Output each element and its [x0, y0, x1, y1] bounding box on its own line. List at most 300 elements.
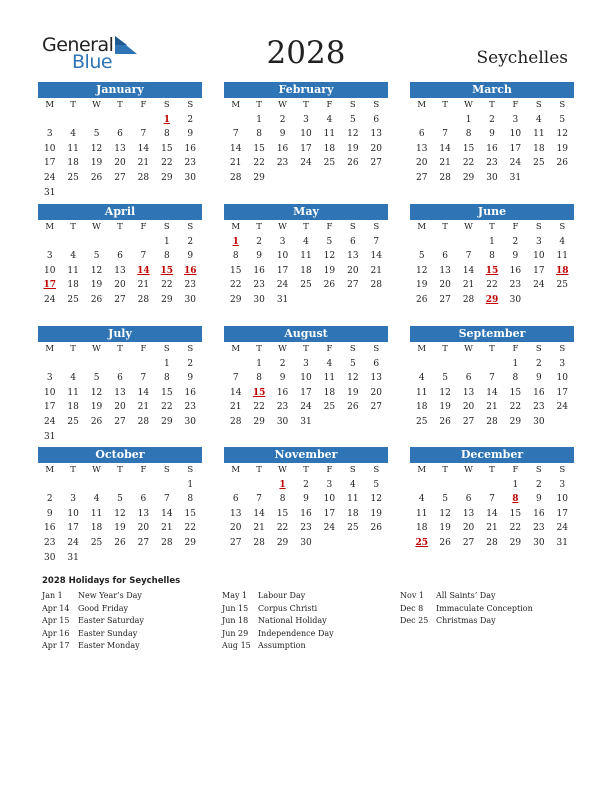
empty-day: [61, 478, 84, 493]
day: 21: [229, 158, 242, 169]
empty-day: [410, 357, 433, 372]
holiday-name: Good Friday: [78, 603, 129, 613]
day: 22: [462, 158, 475, 169]
holiday-date: Dec 8: [400, 603, 424, 613]
weekday-header: S: [349, 100, 356, 110]
day: 24: [43, 294, 56, 305]
day: 20: [347, 265, 359, 276]
weekday-header: S: [187, 465, 194, 475]
day: 12: [90, 143, 103, 154]
month-july: [38, 326, 202, 444]
holiday-name: Easter Monday: [78, 641, 140, 650]
day: 31: [67, 552, 79, 563]
day: 14: [161, 508, 173, 519]
day: 27: [439, 294, 451, 305]
day: 21: [439, 158, 451, 169]
weekday-header: S: [535, 222, 542, 232]
day: 11: [415, 387, 428, 398]
weekday-header: M: [417, 100, 427, 110]
holiday-item: [400, 604, 570, 617]
weekday-header: T: [442, 344, 448, 354]
empty-day: [155, 478, 178, 493]
holiday-item: [42, 641, 212, 654]
day: 12: [90, 387, 103, 398]
empty-day: [132, 235, 155, 250]
weekday-header: S: [163, 465, 170, 475]
holiday-date: Apr 14: [42, 603, 70, 613]
month-days-grid: [38, 463, 202, 565]
month-days-grid: [224, 342, 388, 430]
weekday-header: F: [326, 100, 333, 110]
month-title: December: [410, 447, 574, 463]
holiday-date: Apr 17: [42, 641, 70, 650]
day: 18: [90, 523, 103, 534]
day: 10: [276, 251, 289, 262]
day: 15: [184, 508, 196, 519]
day: 25: [347, 523, 359, 534]
day: 4: [93, 494, 100, 505]
day: 7: [140, 251, 147, 262]
day: 11: [323, 373, 336, 384]
day: 31: [300, 416, 312, 427]
day: 4: [70, 129, 76, 140]
day: 29: [184, 537, 196, 548]
day: 6: [465, 373, 472, 384]
day: 5: [442, 494, 448, 505]
empty-day: [38, 357, 61, 372]
day: 13: [114, 265, 126, 276]
day: 2: [535, 479, 542, 490]
weekday-header: T: [442, 100, 448, 110]
day: 6: [117, 129, 123, 140]
holiday-day: 15: [252, 387, 266, 398]
holiday-day: 17: [43, 280, 56, 291]
holiday-name: Immaculate Conception: [436, 603, 533, 613]
day: 28: [229, 416, 242, 427]
holiday-list-title: 2028 Holidays for Seychelles: [42, 576, 181, 586]
day: 3: [326, 479, 333, 490]
day: 2: [279, 114, 286, 125]
day: 2: [535, 358, 542, 369]
day: 26: [347, 402, 359, 413]
day: 8: [163, 129, 170, 140]
day: 18: [347, 508, 359, 519]
weekday-header: F: [512, 344, 519, 354]
month-june: [410, 204, 574, 308]
weekday-header: T: [303, 100, 309, 110]
day: 27: [114, 294, 126, 305]
day: 9: [187, 129, 194, 140]
empty-day: [132, 357, 155, 372]
holiday-day: 8: [512, 494, 519, 505]
day: 18: [300, 265, 312, 276]
day: 25: [323, 158, 336, 169]
holiday-item: [222, 604, 392, 617]
day: 31: [556, 537, 568, 548]
day: 14: [486, 387, 498, 398]
weekday-header: S: [559, 465, 566, 475]
day: 29: [509, 416, 522, 427]
holiday-day: 18: [555, 265, 569, 276]
day: 6: [117, 373, 123, 384]
holiday-name: Easter Sunday: [78, 628, 138, 638]
day: 16: [184, 387, 196, 398]
day: 28: [137, 294, 150, 305]
month-april: [38, 204, 202, 308]
day: 8: [256, 373, 262, 384]
holiday-item: [42, 591, 212, 604]
day: 23: [276, 158, 289, 169]
day: 13: [370, 373, 382, 384]
holiday-day: 25: [415, 537, 428, 548]
day: 24: [276, 280, 289, 291]
holiday-date: Jan 1: [42, 591, 63, 600]
day: 22: [509, 402, 522, 413]
day: 7: [489, 373, 495, 384]
empty-day: [433, 357, 456, 372]
day: 3: [279, 236, 286, 247]
empty-day: [457, 357, 480, 372]
holiday-date: Apr 16: [42, 628, 70, 638]
day: 6: [117, 251, 123, 262]
day: 25: [415, 416, 428, 427]
day: 10: [300, 129, 312, 140]
month-september: [410, 326, 574, 430]
month-days-grid: [224, 98, 388, 186]
weekday-header: S: [373, 222, 380, 232]
day: 21: [486, 402, 498, 413]
day: 31: [509, 172, 522, 183]
day: 6: [232, 494, 239, 505]
day: 4: [418, 494, 425, 505]
day: 6: [442, 251, 448, 262]
month-title: October: [38, 447, 202, 463]
day: 27: [229, 537, 242, 548]
day: 19: [415, 280, 428, 291]
holiday-day: 16: [183, 265, 197, 276]
empty-day: [108, 235, 131, 250]
day: 14: [137, 387, 150, 398]
day: 5: [326, 236, 333, 247]
day: 7: [256, 494, 262, 505]
empty-day: [38, 478, 61, 493]
day: 24: [43, 172, 56, 183]
day: 14: [253, 508, 265, 519]
day: 4: [326, 114, 333, 125]
weekday-header: T: [489, 344, 495, 354]
weekday-header: W: [464, 465, 473, 475]
day: 23: [253, 280, 265, 291]
day: 27: [114, 416, 126, 427]
day: 25: [300, 280, 312, 291]
weekday-header: T: [117, 100, 123, 110]
empty-day: [433, 478, 456, 493]
day: 27: [370, 402, 382, 413]
day: 17: [67, 523, 79, 534]
day: 21: [137, 280, 150, 291]
day: 12: [347, 129, 359, 140]
month-days-grid: [224, 463, 388, 551]
weekday-header: W: [464, 222, 473, 232]
holiday-day: 29: [485, 294, 499, 305]
day: 3: [46, 251, 53, 262]
day: 18: [67, 402, 79, 413]
day: 11: [67, 265, 79, 276]
day: 8: [512, 373, 519, 384]
holiday-name: Christmas Day: [436, 616, 496, 625]
day: 29: [161, 172, 173, 183]
weekday-header: S: [349, 465, 356, 475]
day: 1: [163, 358, 170, 369]
day: 1: [256, 114, 262, 125]
day: 9: [535, 494, 542, 505]
month-days-grid: [38, 342, 202, 444]
day: 8: [187, 494, 194, 505]
day: 10: [43, 265, 56, 276]
day: 8: [279, 494, 286, 505]
holiday-name: Assumption: [258, 641, 306, 650]
holiday-name: New Year’s Day: [78, 591, 142, 600]
weekday-header: S: [373, 100, 380, 110]
day: 15: [253, 143, 265, 154]
day: 20: [462, 402, 475, 413]
weekday-header: T: [303, 344, 309, 354]
month-title: September: [410, 326, 574, 342]
day: 19: [347, 143, 359, 154]
month-february: [224, 82, 388, 186]
month-december: [410, 447, 574, 551]
day: 17: [300, 143, 312, 154]
day: 12: [415, 265, 428, 276]
weekday-header: S: [163, 222, 170, 232]
weekday-header: W: [464, 100, 473, 110]
day: 25: [533, 158, 545, 169]
holiday-item: [42, 616, 212, 629]
weekday-header: T: [256, 465, 262, 475]
day: 17: [276, 265, 289, 276]
month-title: August: [224, 326, 388, 342]
day: 6: [418, 129, 425, 140]
day: 1: [163, 236, 170, 247]
day: 4: [303, 236, 309, 247]
weekday-header: M: [45, 222, 55, 232]
brand-name-blue: Blue: [72, 51, 113, 73]
holiday-name: Labour Day: [258, 591, 306, 600]
holiday-date: Jun 18: [222, 616, 249, 625]
day: 28: [486, 416, 498, 427]
empty-day: [480, 357, 503, 372]
day: 31: [43, 431, 56, 442]
day: 27: [370, 158, 382, 169]
day: 13: [114, 387, 126, 398]
weekday-header: S: [535, 344, 542, 354]
weekday-header: T: [70, 100, 76, 110]
day: 13: [415, 143, 428, 154]
day: 6: [373, 114, 380, 125]
day: 23: [184, 280, 196, 291]
holiday-name: Independence Day: [258, 628, 334, 638]
day: 12: [439, 508, 451, 519]
day: 23: [509, 280, 522, 291]
day: 5: [93, 251, 100, 262]
day: 18: [533, 143, 545, 154]
holiday-column: [400, 591, 570, 629]
day: 23: [300, 523, 312, 534]
day: 26: [90, 294, 103, 305]
day: 22: [229, 280, 242, 291]
empty-day: [108, 113, 131, 128]
day: 12: [90, 265, 103, 276]
day: 16: [533, 387, 545, 398]
day: 19: [90, 158, 103, 169]
day: 26: [90, 172, 103, 183]
weekday-header: F: [512, 222, 519, 232]
day: 3: [70, 494, 76, 505]
day: 7: [163, 494, 170, 505]
holiday-item: [222, 591, 392, 604]
day: 11: [323, 129, 336, 140]
day: 1: [187, 479, 194, 490]
day: 8: [256, 129, 262, 140]
weekday-header: S: [559, 344, 566, 354]
holiday-date: Dec 25: [400, 616, 429, 625]
month-title: January: [38, 82, 202, 98]
weekday-header: T: [442, 222, 448, 232]
day: 15: [462, 143, 475, 154]
empty-day: [224, 113, 247, 128]
day: 26: [90, 416, 103, 427]
day: 22: [253, 158, 265, 169]
day: 5: [93, 129, 100, 140]
weekday-header: M: [231, 344, 241, 354]
day: 22: [184, 523, 196, 534]
day: 28: [161, 537, 173, 548]
day: 13: [137, 508, 150, 519]
day: 20: [114, 280, 126, 291]
day: 30: [43, 552, 56, 563]
weekday-header: F: [140, 100, 147, 110]
holiday-column: [222, 591, 392, 654]
day: 10: [43, 387, 56, 398]
day: 3: [303, 114, 309, 125]
day: 2: [187, 236, 194, 247]
day: 15: [229, 265, 242, 276]
weekday-header: S: [559, 100, 566, 110]
day: 23: [486, 158, 498, 169]
flag-icon: [113, 36, 137, 54]
day: 29: [462, 172, 475, 183]
day: 29: [253, 172, 265, 183]
day: 24: [556, 402, 568, 413]
day: 4: [418, 373, 425, 384]
month-days-grid: [224, 220, 388, 308]
day: 14: [229, 387, 242, 398]
month-days-grid: [38, 98, 202, 200]
day: 19: [439, 402, 451, 413]
day: 14: [439, 143, 451, 154]
day: 13: [370, 129, 382, 140]
day: 22: [161, 158, 173, 169]
day: 8: [489, 251, 495, 262]
day: 30: [184, 416, 196, 427]
day: 4: [559, 236, 566, 247]
day: 4: [70, 251, 76, 262]
holiday-day: 14: [137, 265, 150, 276]
day: 4: [70, 373, 76, 384]
weekday-header: W: [92, 222, 101, 232]
brand-logo: [42, 34, 152, 74]
holiday-day: 1: [163, 114, 170, 125]
empty-day: [433, 113, 456, 128]
day: 30: [276, 416, 289, 427]
day: 26: [323, 280, 336, 291]
weekday-header: S: [187, 344, 194, 354]
day: 3: [535, 236, 542, 247]
day: 22: [253, 402, 265, 413]
holiday-column: [42, 591, 212, 654]
day: 11: [415, 508, 428, 519]
day: 22: [276, 523, 289, 534]
day: 28: [439, 172, 451, 183]
day: 25: [90, 537, 103, 548]
month-title: June: [410, 204, 574, 220]
day: 30: [300, 537, 312, 548]
day: 26: [114, 537, 126, 548]
weekday-header: F: [140, 344, 147, 354]
day: 15: [509, 508, 522, 519]
day: 17: [300, 387, 312, 398]
day: 18: [323, 143, 336, 154]
day: 27: [462, 537, 475, 548]
day: 21: [137, 158, 150, 169]
day: 18: [67, 158, 79, 169]
day: 1: [512, 479, 519, 490]
day: 28: [370, 280, 382, 291]
day: 31: [43, 187, 56, 198]
day: 21: [486, 523, 498, 534]
day: 27: [415, 172, 428, 183]
day: 29: [161, 294, 173, 305]
day: 17: [323, 508, 336, 519]
month-title: May: [224, 204, 388, 220]
day: 2: [489, 114, 495, 125]
holiday-name: All Saints’ Day: [436, 591, 496, 600]
day: 5: [93, 373, 100, 384]
weekday-header: T: [70, 344, 76, 354]
month-march: [410, 82, 574, 186]
holiday-date: Apr 15: [42, 616, 70, 625]
day: 12: [323, 251, 336, 262]
day: 12: [439, 387, 451, 398]
weekday-header: S: [349, 222, 356, 232]
weekday-header: W: [92, 100, 101, 110]
weekday-header: S: [559, 222, 566, 232]
day: 10: [533, 251, 545, 262]
month-days-grid: [410, 98, 574, 186]
day: 3: [46, 129, 53, 140]
month-days-grid: [410, 463, 574, 551]
empty-day: [247, 478, 270, 493]
day: 23: [276, 402, 289, 413]
empty-day: [132, 478, 155, 493]
holiday-item: [42, 604, 212, 617]
day: 17: [43, 158, 56, 169]
day: 20: [114, 158, 126, 169]
weekday-header: T: [303, 222, 309, 232]
weekday-header: S: [373, 344, 380, 354]
empty-day: [38, 113, 61, 128]
day: 22: [161, 280, 173, 291]
